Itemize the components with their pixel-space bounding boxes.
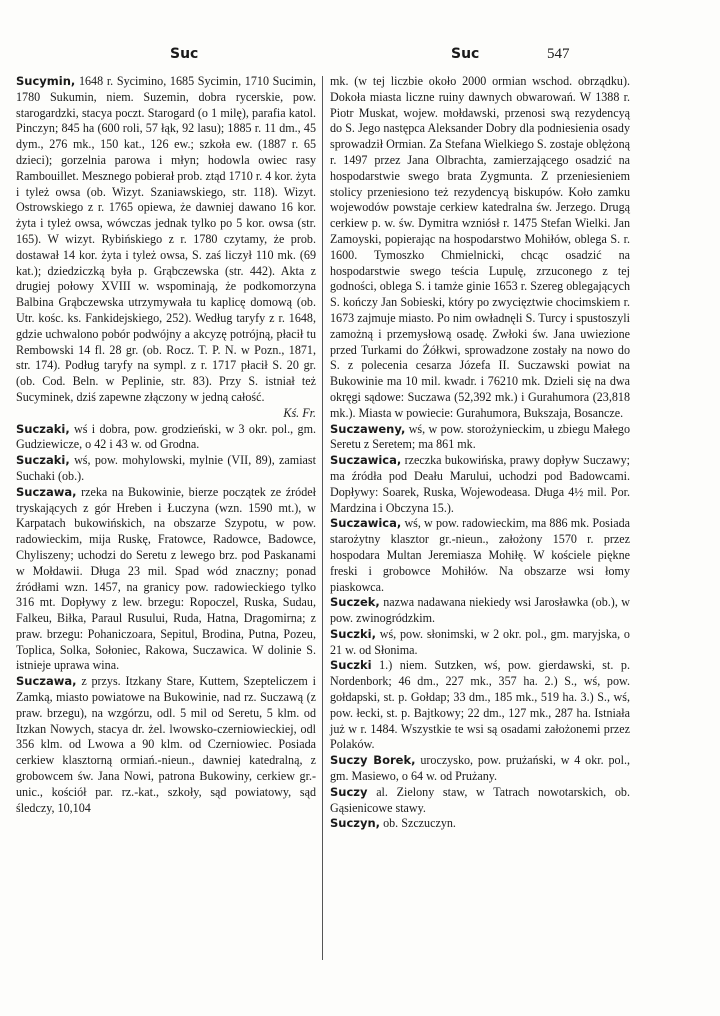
running-head-left: Suc xyxy=(170,46,199,62)
running-head-right: Suc xyxy=(451,46,480,62)
entry-suczaki-2 xyxy=(16,453,316,485)
page-header xyxy=(0,46,720,68)
entry-text: 1648 r. Sycimino, 1685 Sycimin, 1710 Sucimin, 1780 Sukumin, niem. Suzemin, dobra rycerskie, pow. starogardzki, stacya poczt. Starogard (o 1 milę), parafia katol. Pinczyn; 845 ha (600 roli, 57 łąk, 92 lasu); 1885 r. 11 dm., 45 dym., 276 mk., 150 kat., 126 ew.; szkoła ew. (1887 r. 65 dzieci); gorzelnia parowa i młyn; hodowla owiec rasy Rambouillet. Mesznego pobierał prob. ztąd 1710 r. 4 kor. żyta i tyleż owsa (ob. Wizyt. Szaniawskiego, str. 118). Wizyt. Ostrowskiego z r. 1765 opiewa, że dawniej dawano 16 kor. żyta i tyleż owsa, wówczas jednak tylko po 5 kor. owsa (str. 165). W wizyt. Rybińskiego z r. 1780 czytamy, że prob. dostawał 14 kor. żyta i tyleż owsa, S. zaś liczył 110 mk. (69 kat.); dziedziczką była p. Grąbczewska (str. 442). Akta z drugiej połowy XVIII w. wspominają, że podkomorzyna Balbina Grąbczewska utrzymywała tu kaplicę domową (ob. Utr. kośc. ks. Fankidejskiego, 252). Według taryfy z r. 1648, gdzie uchwalono pobór podwójny a akcyzę potrójną, płacił tu Rembowski 14 fl. 28 gr. (ob. Rocz. T. P. N. w Pozn., 1871, str. 174). Podług taryfy na sympl. z r. 1717 płacił S. 20 gr. (ob. Cod. Beln. w Peplinie, str. 83). Przy S. istniał też Sucyminek, dziś zapewne złączony w jedną całość. xyxy=(16,74,316,404)
entry-headword: Suczy xyxy=(330,784,368,799)
entry-headword: Suczek, xyxy=(330,595,380,610)
entry-suczawica-stream xyxy=(330,453,630,516)
entry-text: uroczysko, pow. prużański, w 4 okr. pol., gm. Masiewo, o 64 w. od Prużany. xyxy=(330,753,631,784)
entry-suczy-borek xyxy=(330,753,630,785)
entry-text: wś, w pow. radowieckim, ma 886 mk. Posiada starożytny klasztor gr.-nieun., założony 1570 r. przez hospodara Multan Jeremiasza Mohiłę. W kościele piękne freski i grobowce Mohiłów. Na obszarze wsi łomy piaskowca. xyxy=(330,516,630,594)
entry-text: wś i dobra, pow. grodzieński, w 3 okr. pol., gm. Gudziewicze, o 42 i 43 w. od Grodna. xyxy=(16,421,316,452)
entry-text: rzeczka bukowińska, prawy dopływ Suczawy; ma źródła pod Deału Marului, uchodzi pod Badowcami. Dopływy: Soarek, Ruska, Wojewodeasa. Długa 4½ mil. Por. Mardzina i Obczyna 15.). xyxy=(330,453,630,515)
entry-suczawa-town xyxy=(16,674,316,816)
entry-headword: Suczy Borek, xyxy=(330,753,416,768)
right-column xyxy=(330,74,630,832)
entry-suczawa-river xyxy=(16,485,316,675)
entry-suczki-slonim xyxy=(330,627,630,659)
entry-headword: Suczawica, xyxy=(330,516,402,531)
column-divider xyxy=(322,76,323,960)
entry-text: z przys. Itzkany Stare, Kuttem, Szepteliczem i Zamką, miasto powiatowe na Bukowinie, nad rz. Suczawą (z praw. brzegu), na wzgórzu, odl. 5 mil od Seretu, 5 klm. od Itzkan Nowych, stacya dr. żel. lwowsko-czerniowieckiej, odl 356 klm. od Lwowa a 90 klm. od Czerniowiec. Posiada cerkiew klasztorną ormiań.-nieun., dawniej katedralną, z grobowcem św. Jana Nowi, patrona Bukowiny, cerkiew gr.-unic., kościół par. rz.-kat., szkoły, sąd powiatowy, sąd śledczy, 10,104 xyxy=(16,674,316,815)
entry-suczki-prussia xyxy=(330,658,630,753)
entry-suczy-staw xyxy=(330,785,630,817)
entry-headword: Sucymin, xyxy=(16,74,76,88)
entry-headword: Suczki xyxy=(330,658,372,673)
entry-suczaki-1 xyxy=(16,422,316,454)
entry-text: nazwa nadawana niekiedy wsi Jarosławka (ob.), w pow. zwinogródzkim. xyxy=(330,595,630,626)
entry-sucymin xyxy=(16,74,316,406)
entry-headword: Suczki, xyxy=(330,626,376,641)
entry-text: ob. Szczuczyn. xyxy=(383,816,456,831)
entry-suczawa-continued xyxy=(330,74,630,422)
entry-headword: Suczaki, xyxy=(16,453,70,468)
entry-suczek xyxy=(330,595,630,627)
entry-suczawica-village xyxy=(330,516,630,595)
entry-headword: Suczawica, xyxy=(330,453,402,468)
entry-text: wś, w pow. storożynieckim, u zbiegu Małego Seretu z Seretem; ma 861 mk. xyxy=(330,421,630,452)
entry-headword: Suczyn, xyxy=(330,816,381,831)
entry-headword: Suczawa, xyxy=(16,484,77,499)
entry-text: al. Zielony staw, w Tatrach nowotarskich, ob. Gąsienicowe stawy. xyxy=(330,784,630,815)
entry-suczyn xyxy=(330,816,630,832)
entry-headword: Suczaweny, xyxy=(330,421,406,436)
author-signature: Kś. Fr. xyxy=(283,405,316,420)
left-column xyxy=(16,74,316,816)
entry-suczaweny xyxy=(330,422,630,454)
entry-headword: Suczawa, xyxy=(16,674,77,689)
entry-text: rzeka na Bukowinie, bierze początek ze źródeł tryskających z gór Hreben i Łuczyna (wzn. 1590 mt.), w Karpatach bukowińskich, na obszarze Szypotu, w pow. radowieckim, mija Ruskę, Fratowce, Radowce, Badowce, Chyliszeny; uchodzi do Seretu z lewego brz. pod Paskanami w Mołdawii. Długa 23 mil. Spad wód znaczny; ponad źródłami wzn. 1457, na granicy pow. radowieckiego tylko 316 mt. Dopływy z lew. brzegu: Ropoczel, Ruska, Sudau, Falkeu, Biłka, Paraul Rusului, Ruda, Hatna, Dragomirna; z praw. brzegu: Pohaniczoara, Sepitul, Brodina, Putna, Pozeu, Toplica, Solka, Sołoniec, Rakowa, Suczawica. W dolinie S. istnieje uprawa wina. xyxy=(16,484,316,673)
entry-headword: Suczaki, xyxy=(16,421,70,436)
entry-text: wś, pow. słonimski, w 2 okr. pol., gm. maryjska, o 21 w. od Słonima. xyxy=(330,626,630,657)
entry-text: mk. (w tej liczbie około 2000 ormian wschod. obrządku). Dokoła miasta liczne ruiny dawnych obwarowań. W 1388 r. Piotr Muskat, wojew. mołdawski, przenosi swą rezydencyą do S. Jego następca Aleksander Dobry dla podniesienia osady sprowadził Ormian. Za Stefana Wielkiego S. zostaje oblężoną r. 1497 przez Jana Olbrachta, zamierzającego osadzić na hospodarstwie swego brata Zygmunta. Z przeniesieniem stolicy przeniesiono też rezydencyą biskupów. Koło zamku wojewodów powstaje cerkiew katedralna św. Jerzego. Drugą cerkiew p. w. św. Dymitra wzniósł r. 1475 Stefan Wielki. Jan Zamoyski, popierając na hospodarstwo Mohiłów, oblega S. r. 1600. Tymoszko Chmielnicki, chcąc osadzić na hospodarstwie swego teścia Lupulę, zrzuconego z tej godności, oblega S. i tamże ginie 1653 r. Szereg oblegających S. kończy Jan Sobieski, który po zwycięztwie chocimskiem r. 1673 zajmuje miasto. Po nim owładnęli S. Turcy i spustoszyli zamożną i przemysłową osadę. Zwłoki św. Jana uwiezione przed Turkami do Żółkwi, sprowadzone zostały na nowo do S. z polecenia cesarza Józefa II. Suczawski powiat na Bukowinie ma 10 mil. kwadr. i 76210 mk. Dzieli się na dwa okręgi sądowe: Suczawa (52,392 mk.) i Gurahumora (23,818 mk.). Miasta w powiecie: Gurahumora, Bukszaja, Bosancze. xyxy=(330,74,630,420)
entry-text: 1.) niem. Sutzken, wś, pow. gierdawski, st. p. Nordenbork; 46 dm., 227 mk., 357 ha. 2.) S., wś, pow. gołdapski, st. p. Gołdap; 33 dm., 185 mk., 519 ha. 3.) S., wś, pow. łecki, st. p. Bajtkowy; 22 dm., 127 mk., 287 ha. Istniała już w r. 1484. Wszystkie te wsi są osadami założonemi przez Polaków. xyxy=(330,658,630,752)
entry-text: wś, pow. mohylowski, mylnie (VII, 89), zamiast Suchaki (ob.). xyxy=(16,453,316,483)
page-number: 547 xyxy=(547,46,570,62)
